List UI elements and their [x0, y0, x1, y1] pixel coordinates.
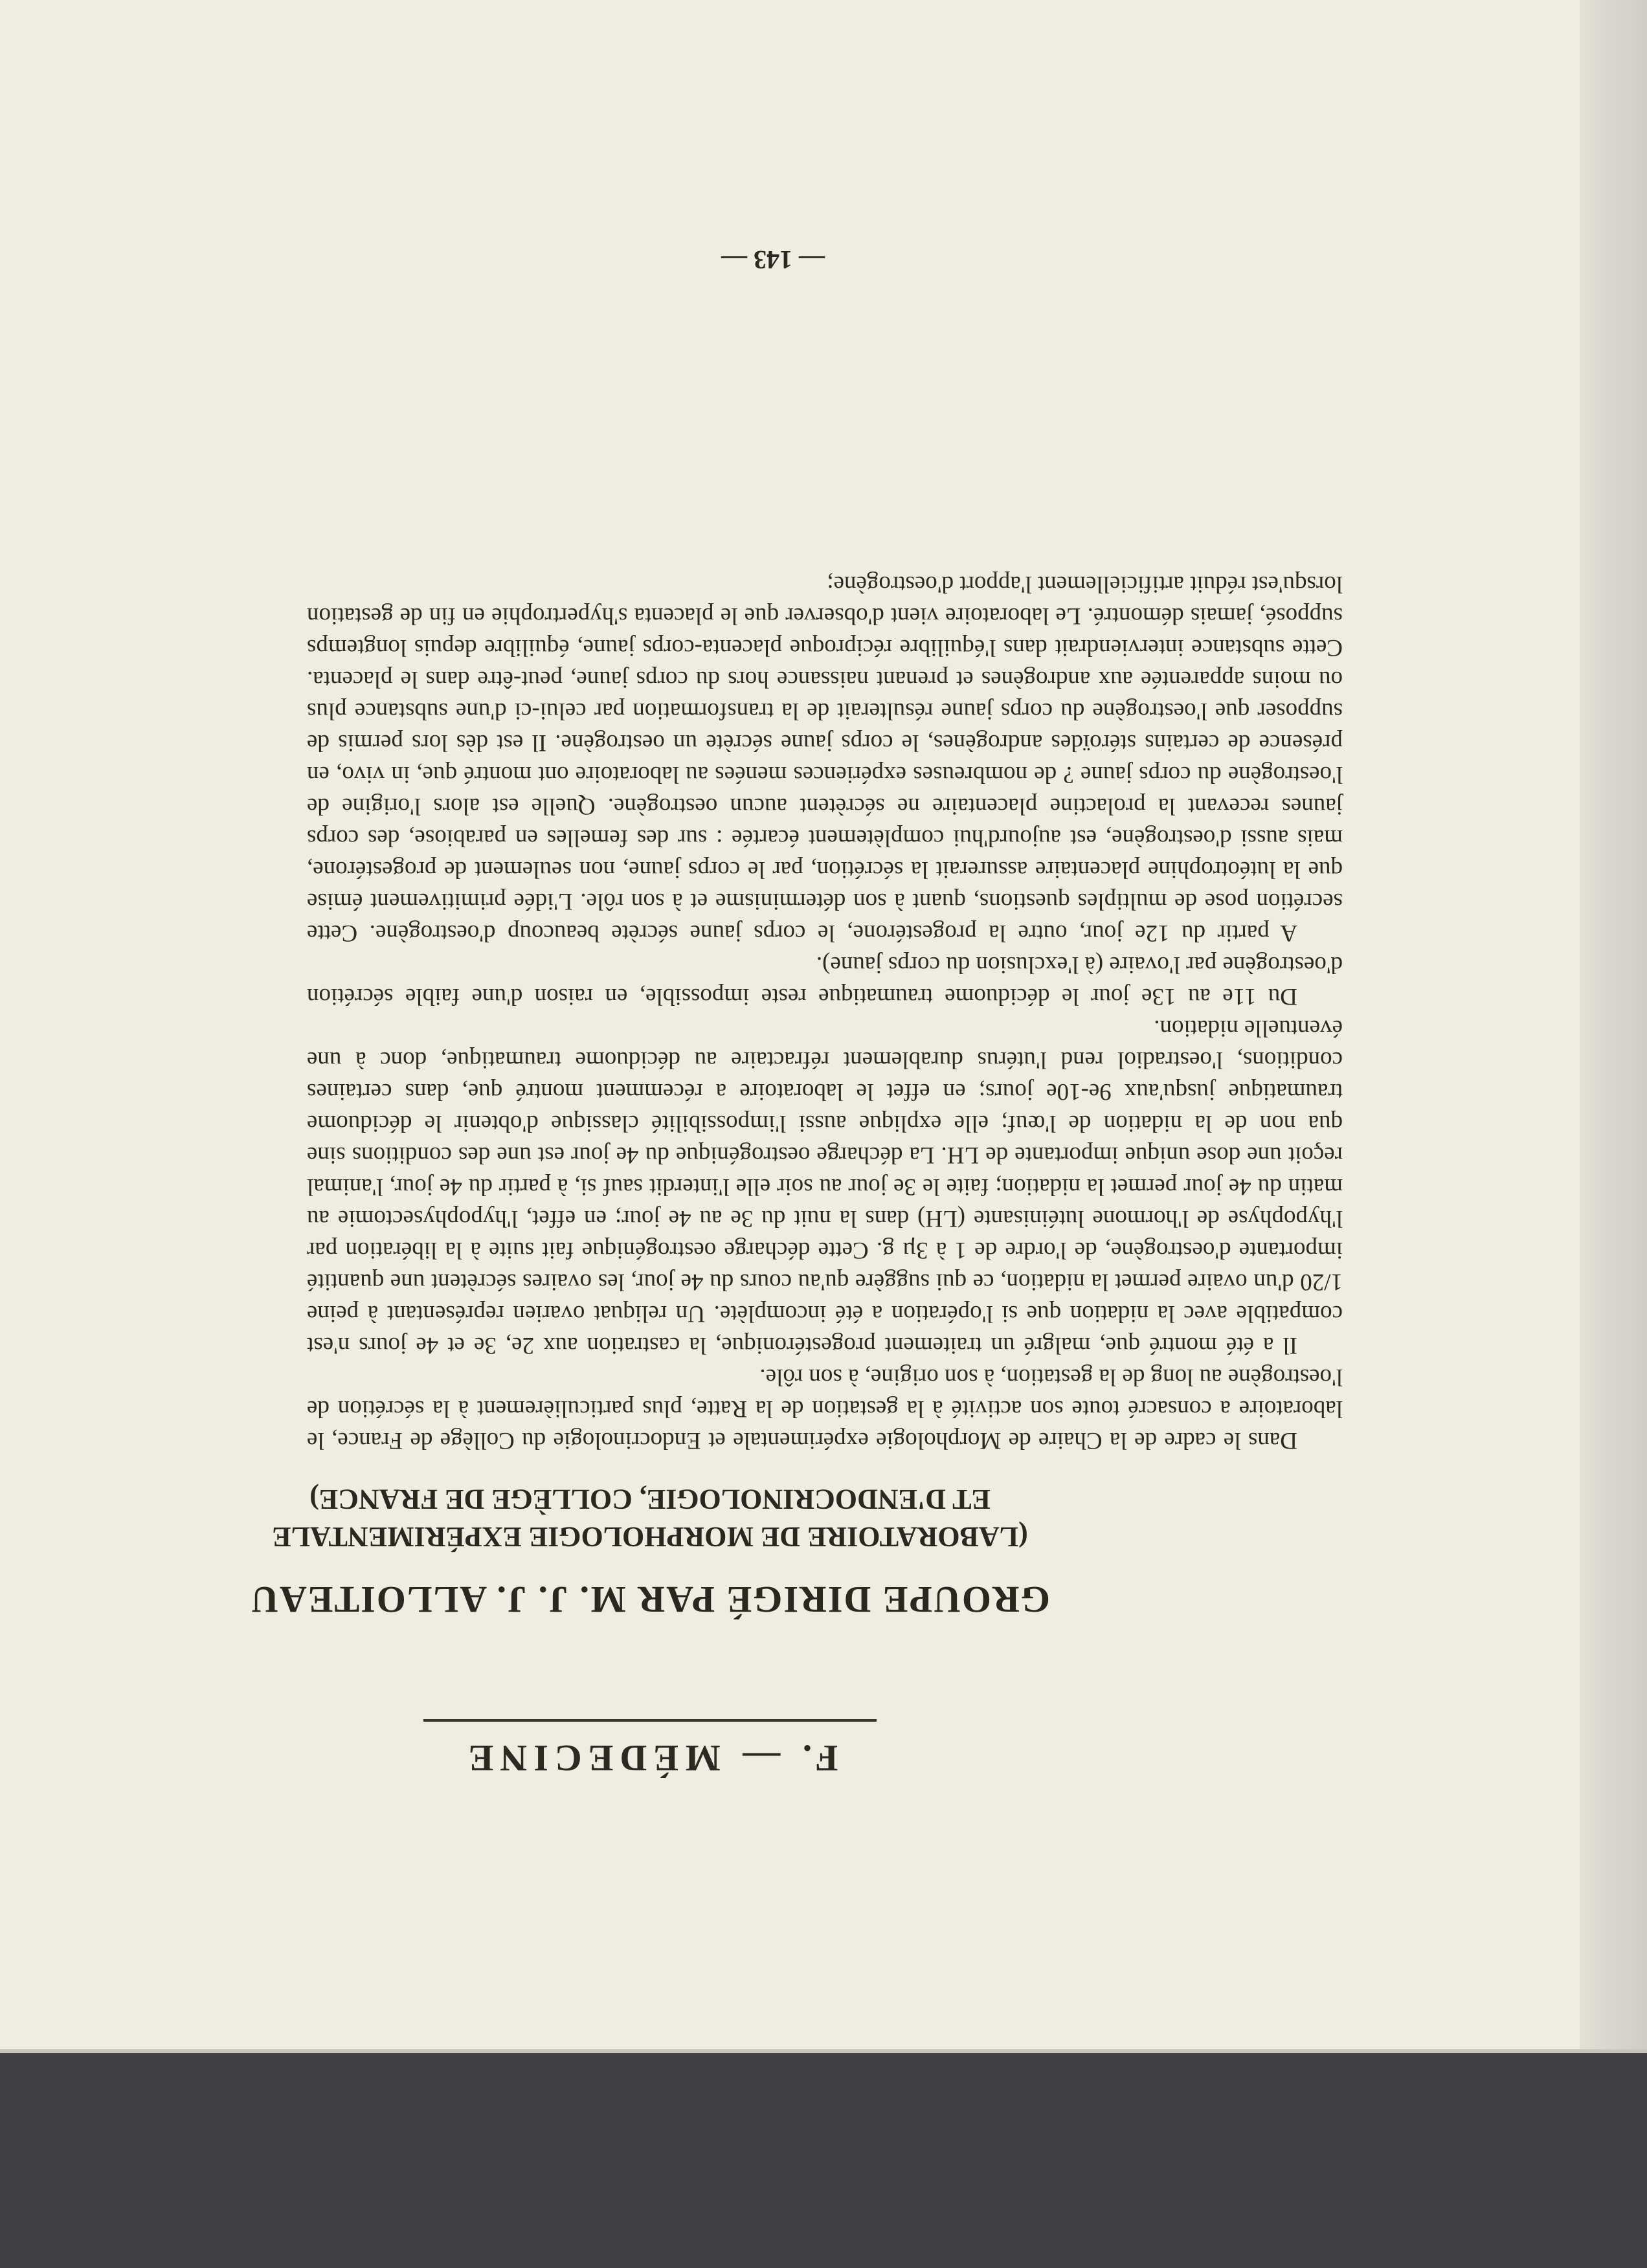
- lab-title-line-1: (LABORATOIRE DE MORPHOLOGIE EXPÉRIMENTALE: [272, 1521, 1028, 1553]
- section-heading: F. — MÉDECINE: [462, 1737, 838, 1779]
- lab-title-line-2: ET D'ENDOCRINOLOGIE, COLLÈGE DE FRANCE): [309, 1484, 991, 1515]
- page-number: — 143 —: [721, 245, 825, 274]
- section-rule: [423, 1719, 877, 1722]
- paragraph: Il a été montré que, malgré un traitement progestéronique, la castration aux 2e, 3e et 4e jours n'est compatible avec la nidation que si l'opération a été incomplète. Un reliquat ovarien représentant à peine 1/20 d'un ovaire permet la nidation, ce qui suggère qu'au cours du 4e jour, les ovaires sécrètent une quantité importante d'oestrogène, de l'ordre de 1 à 3µ g. Cette décharge oestrogénique fait suite à la libération par l'hypophyse de l'hormone lutéinisante (LH) dans la nuit du 3e au 4e jour; en effet, l'hypophysectomie au matin du 4e jour permet la nidation; faite le 3e jour au soir elle l'interdit sauf si, à partir du 4e jour, l'animal reçoit une dose unique importante de LH. La décharge oestrogénique du 4e jour est une des conditions sine qua non de la nidation de l'œuf; elle explique aussi l'impossibilité classique d'obtenir le déciduome traumatique jusqu'aux 9e-10e jours; en effet le laboratoire a récemment montré que, dans certaines conditions, l'oestradiol rend l'utérus durablement réfractaire au déciduome traumatique, donc à une éventuelle nidation.: [307, 1015, 1343, 1359]
- group-title: GROUPE DIRIGÉ PAR M. J. J. ALLOITEAU: [250, 1579, 1050, 1621]
- body-text: [307, 568, 1343, 1456]
- paragraph: Du 11e au 13e jour le déciduome traumatique reste impossible, en raison d'une faible sécrétion d'oestrogène par l'ovaire (à l'exclusion du corps jaune).: [307, 951, 1343, 1010]
- paragraph: A partir du 12e jour, outre la progestérone, le corps jaune sécrète beaucoup d'oestrogène. Cette secrétion pose de multiples questions, quant à son déterminisme et à son rôle. L'idée primitivement émise que la lutéotrophine placentaire assurerait la sécrétion, par le corps jaune, non seulement de progestérone, mais aussi d'oestrogène, est aujourd'hui complètement écartée : sur des femelles en parabiose, des corps jaunes recevant la prolactine placentaire ne sécrètent aucun oestrogène. Quelle est alors l'origine de l'oestrogène du corps jaune ? de nombreuses expériences menées au laboratoire ont montré que, in vivo, en présence de certains stéroïdes androgènes, le corps jaune sécrète un oestrogène. Il est dès lors permis de supposer que l'oestrogène du corps jaune résulterait de la transformation par celui-ci d'une substance plus ou moins apparentée aux androgènes et prenant naissance hors du corps jaune, peut-être dans le placenta. Cette substance interviendrait dans l'équilibre réciproque placenta-corps jaune, équilibre depuis longtemps supposé, jamais démontré. Le laboratoire vient d'observer que le placenta s'hypertrophie en fin de gestation lorsqu'est réduit artificiellement l'apport d'oestrogène;: [307, 571, 1343, 946]
- paragraph: Dans le cadre de la Chaire de Morphologie expérimentale et Endocrinologie du Collège de France, le laboratoire a consacré toute son activité à la gestation de la Ratte, plus particulièrement à la sécrétion de l'oestrogène au long de la gestation, à son origine, à son rôle.: [307, 1364, 1343, 1454]
